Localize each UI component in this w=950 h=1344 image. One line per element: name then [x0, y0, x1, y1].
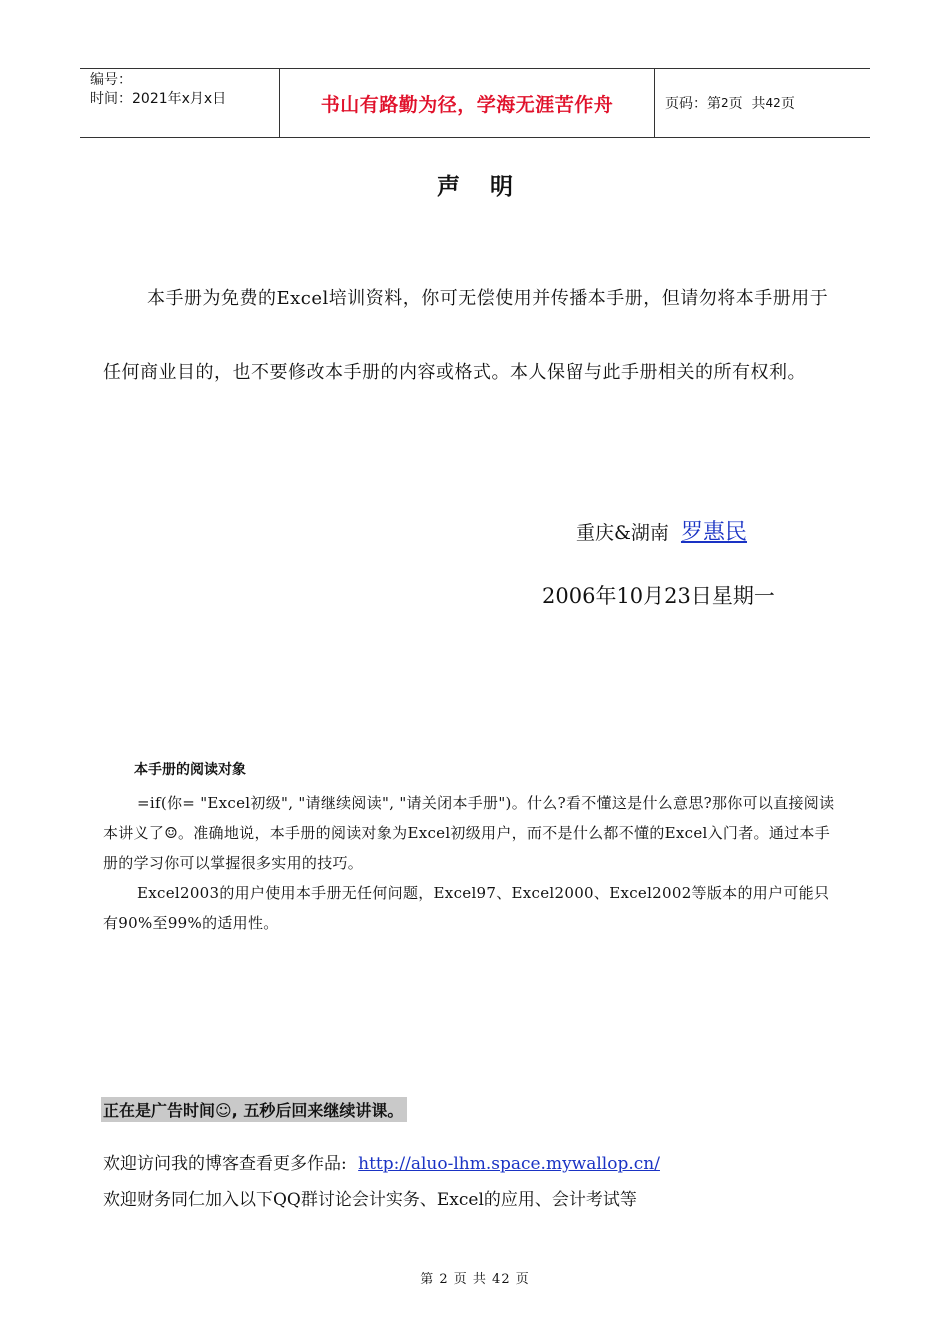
- blog-url-link[interactable]: http://aluo-lhm.space.mywallop.cn/: [358, 1154, 660, 1174]
- audience-paragraph-1: =if(你= "Excel初级", "请继续阅读", "请关闭本手册")。什么?看不懂这是什么意思?那你可以直接阅读本讲义了☺。准确地说，本手册的阅读对象为Excel初级用户，而不是什么都不懂的Excel入门者。通过本手册的学习你可以掌握很多实用的技巧。: [103, 794, 835, 872]
- header-meta: [80, 69, 280, 137]
- signature-place: 重庆&湖南: [576, 522, 669, 544]
- serial-label: 编号：: [90, 72, 132, 88]
- page-header: [80, 68, 870, 138]
- page-info-prefix: 页码：第: [665, 96, 721, 112]
- page-title: 声明: [437, 174, 543, 200]
- page-info-mid: 页 共: [728, 96, 766, 112]
- blog-line: [103, 1149, 660, 1174]
- page-footer: 第 2 页 共 42 页: [420, 1272, 530, 1287]
- page-total: 42: [765, 96, 781, 110]
- blog-prefix: 欢迎访问我的博客查看更多作品:: [103, 1154, 347, 1174]
- declaration-paragraph: 本手册为免费的Excel培训资料，你可无偿使用并传播本手册，但请勿将本手册用于任何商业目的，也不要修改本手册的内容或格式。本人保留与此手册相关的所有权利。: [103, 288, 829, 383]
- audience-paragraph-2: Excel2003的用户使用本手册无任何问题，Excel97、Excel2000、Excel2002等版本的用户可能只有90%至99%的适用性。: [103, 884, 830, 932]
- audience-section: [103, 788, 843, 938]
- author-link[interactable]: 罗惠民: [680, 520, 747, 545]
- audience-heading: 本手册的阅读对象: [134, 762, 246, 778]
- header-page-info: [655, 69, 870, 137]
- qq-group-text: 欢迎财务同仁加入以下QQ群讨论会计实务、Excel的应用、会计考试等: [103, 1190, 637, 1210]
- time-label: 时间：2021年x月x日: [90, 91, 227, 107]
- signature-line: [576, 515, 747, 546]
- header-motto: 书山有路勤为径，学海无涯苦作舟: [280, 69, 655, 137]
- signature-date: 2006年10月23日星期一: [542, 584, 775, 608]
- page-current: 2: [721, 96, 729, 110]
- declaration-text: [103, 262, 843, 409]
- ad-notice: 正在是广告时间☺, 五秒后回来继续讲课。: [101, 1097, 407, 1122]
- page-info-suffix: 页: [780, 96, 795, 112]
